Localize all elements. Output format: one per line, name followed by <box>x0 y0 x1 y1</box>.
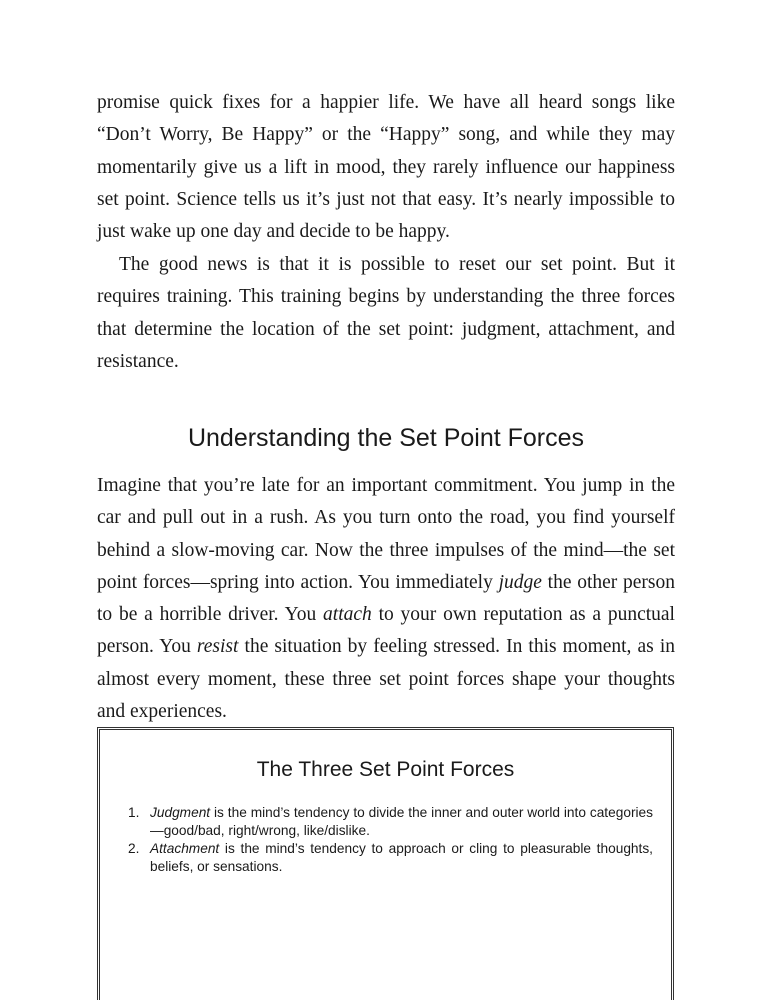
section-paragraph <box>97 470 675 728</box>
body-paragraph: promise quick fixes for a happier life. We have all heard songs like “Don’t Worry, Be Happy” or the “Happy” song, and while they may momentarily give us a lift in mood, they rarely influence our happiness set point. Science tells us it’s just not that easy. It’s nearly impossible to just wake up one day and decide to be happy. <box>97 92 675 243</box>
list-item-term: Judgment <box>150 805 211 820</box>
emphasis-judge: judge <box>498 571 542 593</box>
sidebar-box-title: The Three Set Point Forces <box>256 758 515 781</box>
paragraph-text: Imagine that you’re late for an important commitment. You jump in the car and pull out in a rush. As you turn onto the road, you find yourself behind a slow-moving car. Now the three impulses of the mind—the set point forces—spring into action. You immediately <box>97 475 675 593</box>
emphasis-resist: resist <box>196 636 239 658</box>
paragraph-text: the situation by feeling stressed. In this moment, as in almost every moment, these three set point forces shape your thoughts and experiences. <box>97 636 675 723</box>
list-item <box>128 840 653 876</box>
sidebar-box <box>97 727 674 1000</box>
forces-list <box>128 804 653 876</box>
list-item-number: 2. <box>128 841 140 856</box>
list-item-number: 1. <box>128 805 140 820</box>
paragraph-text: the other person to be a horrible driver. You <box>97 571 675 626</box>
section-heading: Understanding the Set Point Forces <box>187 424 585 452</box>
paragraph-text: to your own reputation as a punctual person. You <box>97 604 675 658</box>
list-item <box>128 804 653 840</box>
emphasis-attach: attach <box>323 604 372 626</box>
list-item-text: is the mind’s tendency to approach or cling to pleasurable thoughts, beliefs, or sensations. <box>150 841 653 874</box>
list-item-term: Attachment <box>150 841 220 856</box>
body-paragraph: The good news is that it is possible to reset our set point. But it requires training. This training begins by understanding the three forces that determine the location of the set point: judgment, attachment, and resistance. <box>97 254 675 372</box>
list-item-text: is the mind’s tendency to divide the inner and outer world into categories—good/bad, right/wrong, like/dislike. <box>150 805 653 838</box>
